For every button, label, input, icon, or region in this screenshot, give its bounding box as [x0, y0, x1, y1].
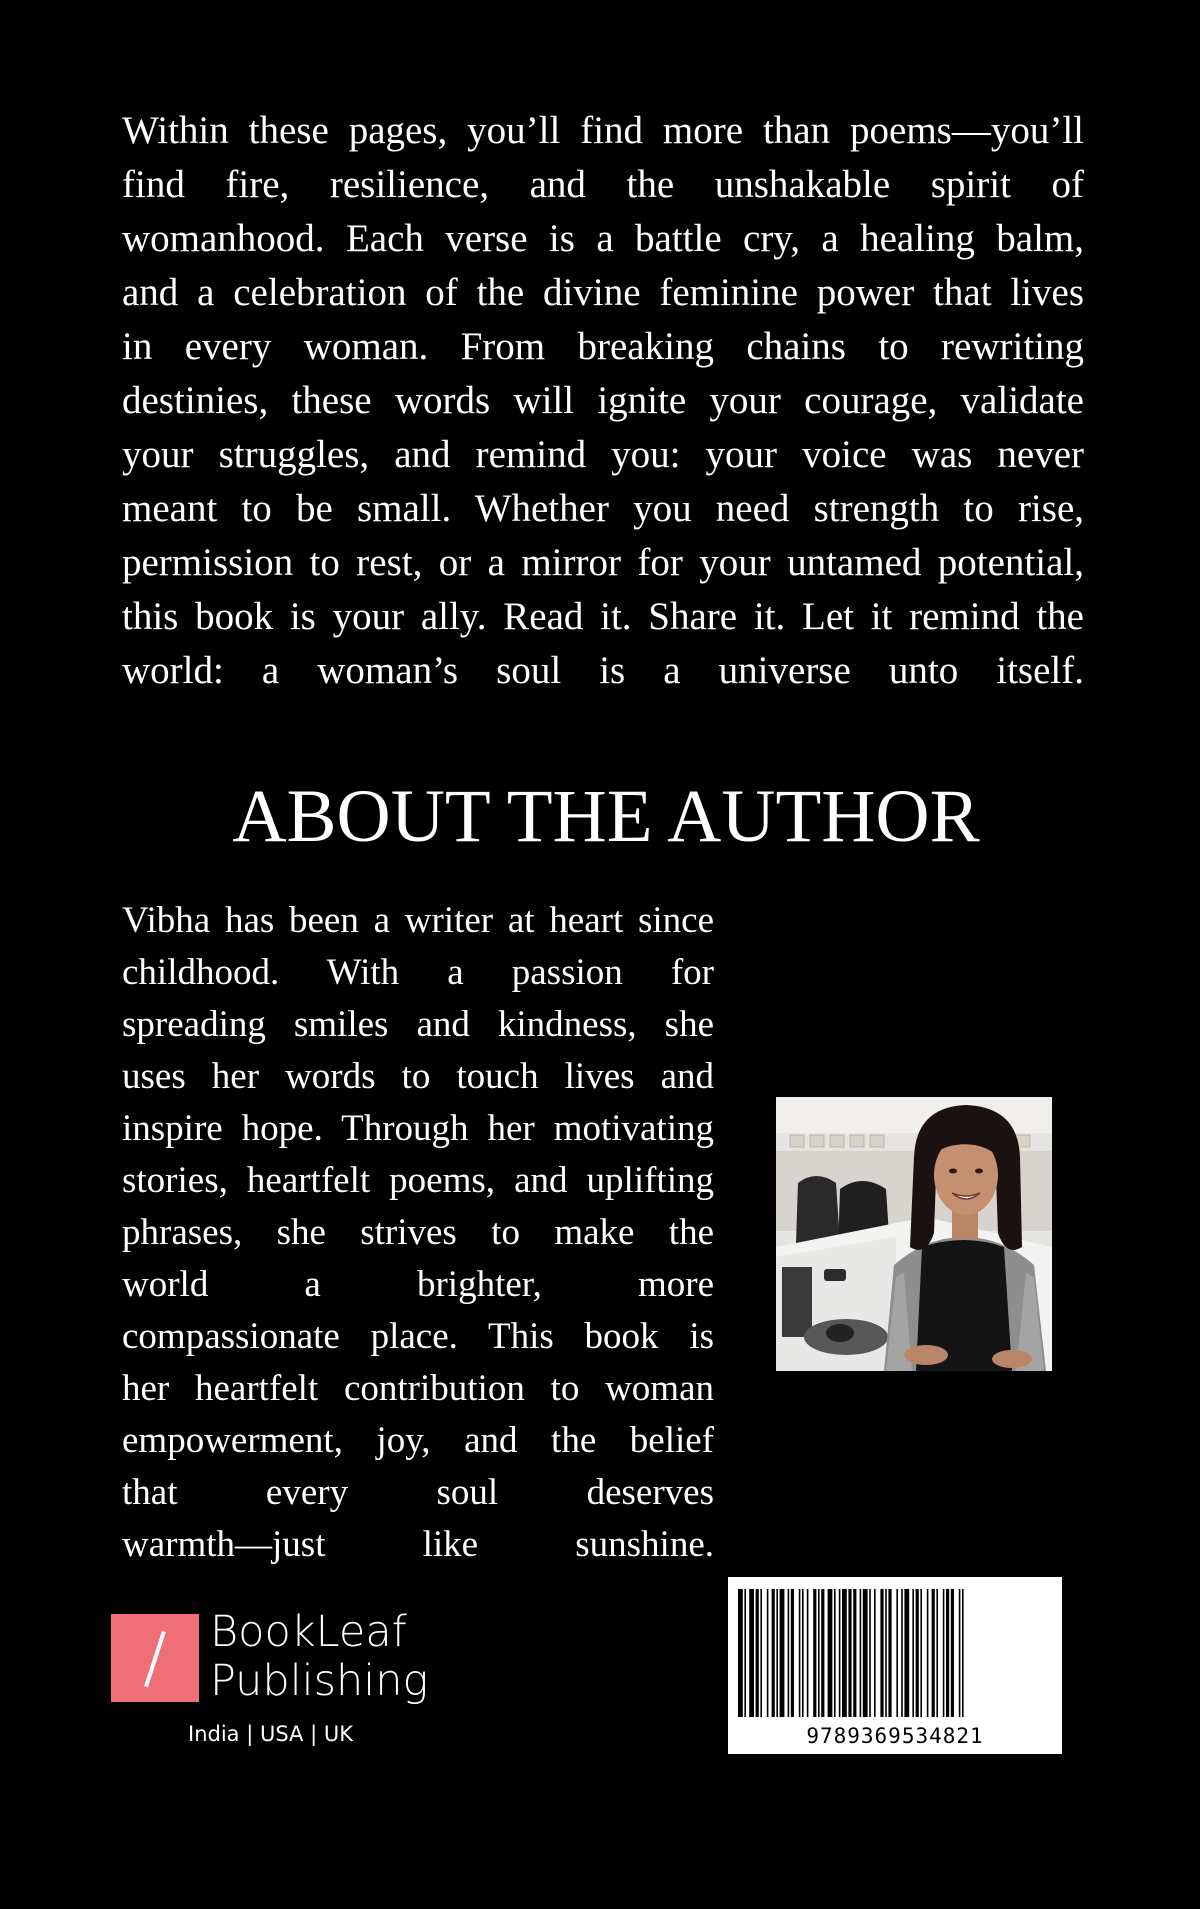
- barcode-bar: [776, 1589, 778, 1717]
- author-portrait-photo-icon: [776, 1097, 1052, 1371]
- barcode-bar: [896, 1589, 898, 1717]
- book-blurb: [122, 104, 1084, 698]
- bio-line: that every soul deserves: [122, 1472, 714, 1513]
- barcode-bar: [738, 1589, 743, 1717]
- barcode-bar: [951, 1589, 954, 1717]
- blurb-line: world: a woman’s soul is a universe unto itself.: [122, 649, 1084, 692]
- blurb-line: your struggles, and remind you: your voice was never: [122, 433, 1084, 476]
- barcode-bar: [791, 1589, 794, 1717]
- barcode-bar: [880, 1589, 883, 1717]
- barcode-bar: [760, 1589, 762, 1717]
- barcode-bar: [860, 1589, 862, 1717]
- barcode-bar: [756, 1589, 759, 1717]
- barcode-bar: [888, 1589, 891, 1717]
- author-bio: [122, 895, 714, 1571]
- barcode-bar: [863, 1589, 868, 1717]
- barcode-bar: [959, 1589, 961, 1717]
- barcode-bar: [767, 1589, 769, 1717]
- blurb-line: and a celebration of the divine feminine power that lives: [122, 271, 1084, 314]
- bio-line: empowerment, joy, and the belief: [122, 1420, 714, 1461]
- slash-icon: [144, 1631, 166, 1687]
- barcode-bar: [885, 1589, 887, 1717]
- about-author-heading: ABOUT THE AUTHOR: [232, 775, 980, 858]
- barcode-bar: [772, 1589, 775, 1717]
- barcode-bar: [807, 1589, 809, 1717]
- barcode-bar: [749, 1589, 754, 1717]
- barcode-bar: [818, 1589, 820, 1717]
- blurb-line: this book is your ally. Read it. Share it. Let it remind the: [122, 595, 1084, 638]
- barcode-bar: [842, 1589, 847, 1717]
- publisher-logo-mark-icon: [111, 1614, 199, 1702]
- barcode-bar: [901, 1589, 903, 1717]
- bio-line: childhood. With a passion for: [122, 952, 714, 993]
- blurb-line: Within these pages, you’ll find more than poems—you’ll: [122, 109, 1084, 152]
- barcode-bar: [927, 1589, 929, 1717]
- barcode-bar: [916, 1589, 919, 1717]
- blurb-line: find fire, resilience, and the unshakable spirit of: [122, 163, 1084, 206]
- barcode-bar: [828, 1589, 833, 1717]
- blurb-line: destinies, these words will ignite your courage, validate: [122, 379, 1084, 422]
- bio-line: warmth—just like sunshine.: [122, 1524, 714, 1565]
- barcode-bar: [932, 1589, 935, 1717]
- barcode-bar: [853, 1589, 856, 1717]
- bio-line: compassionate place. This book is: [122, 1316, 714, 1357]
- barcode-bar: [904, 1589, 909, 1717]
- blurb-line: womanhood. Each verse is a battle cry, a healing balm,: [122, 217, 1084, 260]
- barcode-bar: [874, 1589, 876, 1717]
- blurb-line: in every woman. From breaking chains to rewriting: [122, 325, 1084, 368]
- barcode-bar: [813, 1589, 816, 1717]
- publisher-regions: India | USA | UK: [188, 1722, 353, 1746]
- barcode-bar: [920, 1589, 922, 1717]
- author-photo: [776, 1097, 1052, 1371]
- bio-line: stories, heartfelt poems, and uplifting: [122, 1160, 714, 1201]
- barcode-bar: [936, 1589, 938, 1717]
- barcode-bar: [802, 1589, 804, 1717]
- publisher-name-line: Publishing: [210, 1656, 429, 1706]
- barcode-bar: [821, 1589, 824, 1717]
- blurb-line: permission to rest, or a mirror for your untamed potential,: [122, 541, 1084, 584]
- bio-line: Vibha has been a writer at heart since: [122, 900, 714, 941]
- blurb-line: meant to be small. Whether you need strength to rise,: [122, 487, 1084, 530]
- barcode-bar: [780, 1589, 785, 1717]
- bio-line: world a brighter, more: [122, 1264, 714, 1305]
- barcode-bar: [848, 1589, 851, 1717]
- barcode-bar: [834, 1589, 836, 1717]
- publisher-name: [210, 1608, 428, 1706]
- barcode-bar: [943, 1589, 945, 1717]
- bio-line: her heartfelt contribution to woman: [122, 1368, 714, 1409]
- bio-line: uses her words to touch lives and: [122, 1056, 714, 1097]
- barcode-bar: [839, 1589, 841, 1717]
- bio-line: spreading smiles and kindness, she: [122, 1004, 714, 1045]
- barcode-bar: [946, 1589, 949, 1717]
- isbn-number: 9789369534821: [806, 1724, 984, 1748]
- barcode-bar: [869, 1589, 871, 1717]
- barcode-bar: [962, 1589, 964, 1717]
- barcode-bar: [788, 1589, 790, 1717]
- bio-line: inspire hope. Through her motivating: [122, 1108, 714, 1149]
- isbn-barcode: [728, 1577, 1062, 1754]
- barcode-bar: [799, 1589, 801, 1717]
- publisher-logo: [111, 1607, 431, 1754]
- barcode-bar: [912, 1589, 914, 1717]
- barcode-bar: [744, 1589, 746, 1717]
- bio-line: phrases, she strives to make the: [122, 1212, 714, 1253]
- publisher-name-line: BookLeaf: [210, 1607, 407, 1657]
